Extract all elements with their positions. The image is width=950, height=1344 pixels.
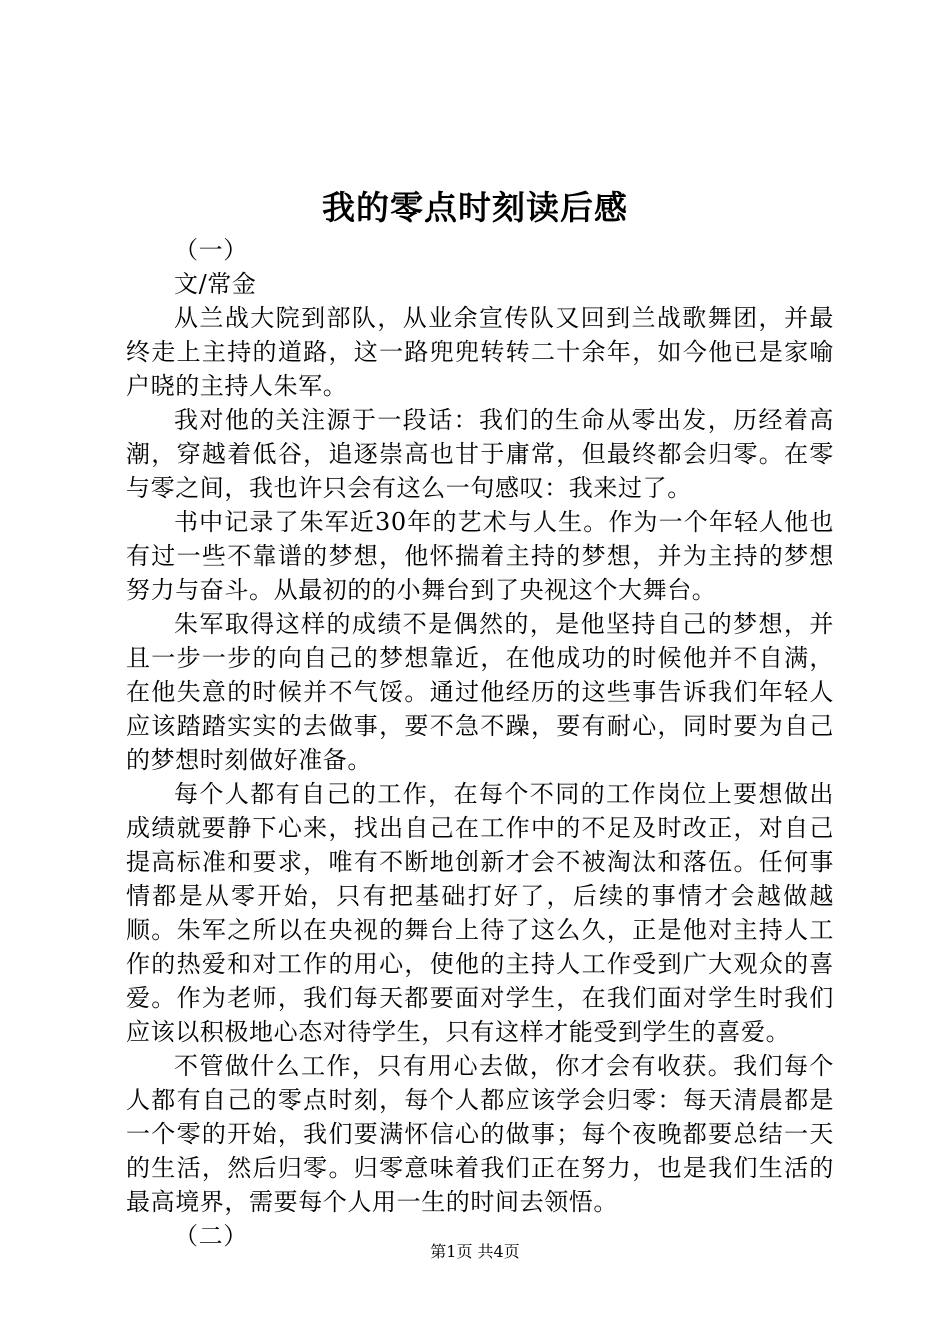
section-marker: （一） — [174, 236, 248, 264]
paragraph: 朱军取得这样的成绩不是偶然的，是他坚持自己的梦想，并且一步一步的向自己的梦想靠近，在他成功的时候他并不自满，在他失意的时候并不气馁。通过他经历的这些事告诉我们年轻人应该踏踏实实的去做事，要不急不躁，要有耐心，同时要为自己的梦想时刻做好准备。 — [126, 610, 834, 774]
paragraph: 不管做什么工作，只有用心去做，你才会有收获。我们每个人都有自己的零点时刻，每个人都应该学会归零：每天清晨都是一个零的开始，我们要满怀信心的做事；每个夜晚都要总结一天的生活，然后归零。归零意味着我们正在努力，也是我们生活的最高境界，需要每个人用一生的时间去领悟。 — [126, 1052, 834, 1216]
paragraph: 从兰战大院到部队，从业余宣传队又回到兰战歌舞团，并最终走上主持的道路，这一路兜兜转转二十余年，如今他已是家喻户晓的主持人朱军。 — [126, 304, 834, 400]
paragraph: 每个人都有自己的工作，在每个不同的工作岗位上要想做出成绩就要静下心来，找出自己在工作中的不足及时改正，对自己提高标准和要求，唯有不断地创新才会不被淘汰和落伍。任何事情都是从零开始，只有把基础打好了，后续的事情才会越做越顺。朱军之所以在央视的舞台上待了这么久，正是他对主持人工作的热爱和对工作的用心，使他的主持人工作受到广大观众的喜爱。作为老师，我们每天都要面对学生，在我们面对学生时我们应该以积极地心态对待学生，只有这样才能受到学生的喜爱。 — [126, 780, 834, 1046]
page-footer: 第1页 共4页 — [430, 1242, 520, 1261]
section-marker: （二） — [174, 1222, 248, 1250]
author-line: 文/常金 — [174, 270, 257, 298]
document-title: 我的零点时刻读后感 — [322, 188, 628, 227]
document-body — [126, 233, 834, 1253]
paragraph: 我对他的关注源于一段话：我们的生命从零出发，历经着高潮，穿越着低谷，追逐崇高也甘于庸常，但最终都会归零。在零与零之间，我也许只会有这么一句感叹：我来过了。 — [126, 406, 834, 502]
paragraph: 书中记录了朱军近30年的艺术与人生。作为一个年轻人他也有过一些不靠谱的梦想，他怀揣着主持的梦想，并为主持的梦想努力与奋斗。从最初的的小舞台到了央视这个大舞台。 — [126, 508, 834, 604]
